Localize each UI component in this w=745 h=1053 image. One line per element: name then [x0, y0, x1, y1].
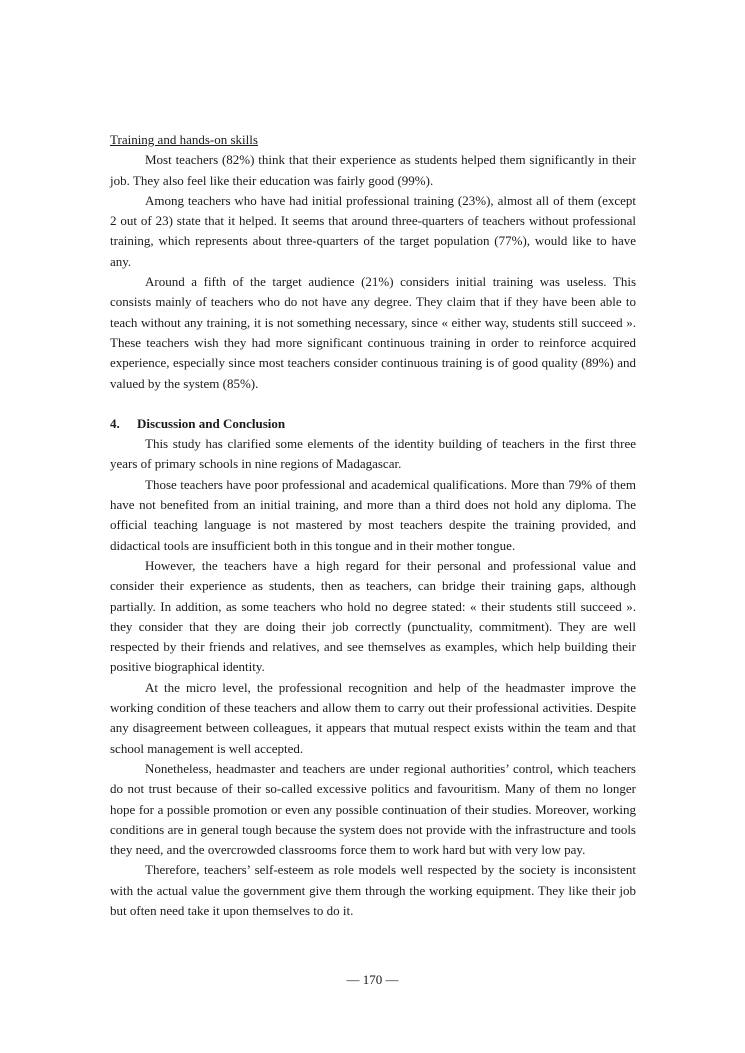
paragraph: Around a fifth of the target audience (21%) considers initial training was useless. This consists mainly of teachers who do not have any degree. They claim that if they have been able to teach without any training, it is not something necessary, since « either way, students still succeed ». These teachers wish they had more significant continuous training in order to reinforce acquired experience, especially since most teachers consider continuous training is of good quality (89%) and valued by the system (85%).	[110, 274, 636, 391]
paragraph: Nonetheless, headmaster and teachers are under regional authorities’ control, which teachers do not trust because of their so-called excessive politics and favouritism. Many of them no longer hope for a possible promotion or even any possible continuation of their studies. Moreover, working conditions are in general tough because the system does not provide with the infrastructure and tools they need, and the overcrowded classrooms force them to work hard but with very low pay.	[110, 760, 636, 858]
paragraph: Among teachers who have had initial professional training (23%), almost all of them (except 2 out of 23) state that it helped. It seems that around three-quarters of teachers without professional training, which represents about three-quarters of the target population (77%), would like to have any.	[110, 192, 636, 269]
paragraph: However, the teachers have a high regard for their personal and professional value and consider their experience as students, then as teachers, can bridge their training gaps, although partially. In addition, as some teachers who hold no degree stated: « their students still succeed ». they consider that they are doing their job correctly (punctuality, commitment). They are well respected by their friends and relatives, and see themselves as examples, which help building their positive biographical identity.	[110, 557, 636, 675]
page-body	[110, 130, 636, 921]
paragraph: This study has clarified some elements of the identity building of teachers in the first three years of primary schools in nine regions of Madagascar.	[110, 436, 636, 472]
paragraph: Those teachers have poor professional and academical qualifications. More than 79% of them have not benefited from an initial training, and more than a third does not hold any diploma. The official teaching language is not mastered by most teachers despite the training provided, and didactical tools are insufficient both in this tongue and in their mother tongue.	[110, 476, 636, 553]
subsection-title: Training and hands-on skills	[110, 132, 258, 147]
paragraph: Therefore, teachers’ self-esteem as role models well respected by the society is inconsistent with the actual value the government give them through the working equipment. They like their job but often need take it upon themselves to do it.	[110, 862, 636, 918]
section-heading	[110, 414, 636, 434]
paragraph: At the micro level, the professional recognition and help of the headmaster improve the working condition of these teachers and allow them to carry out their professional activities. Despite any disagreement between colleagues, it appears that mutual respect exists within the team and that school management is well accepted.	[110, 679, 636, 756]
section-number: 4.	[110, 415, 120, 431]
paragraph: Most teachers (82%) think that their experience as students helped them significantly in their job. They also feel like their education was fairly good (99%).	[110, 152, 636, 188]
page-number: ― 170 ―	[346, 972, 399, 987]
section-title: Discussion and Conclusion	[137, 415, 286, 431]
